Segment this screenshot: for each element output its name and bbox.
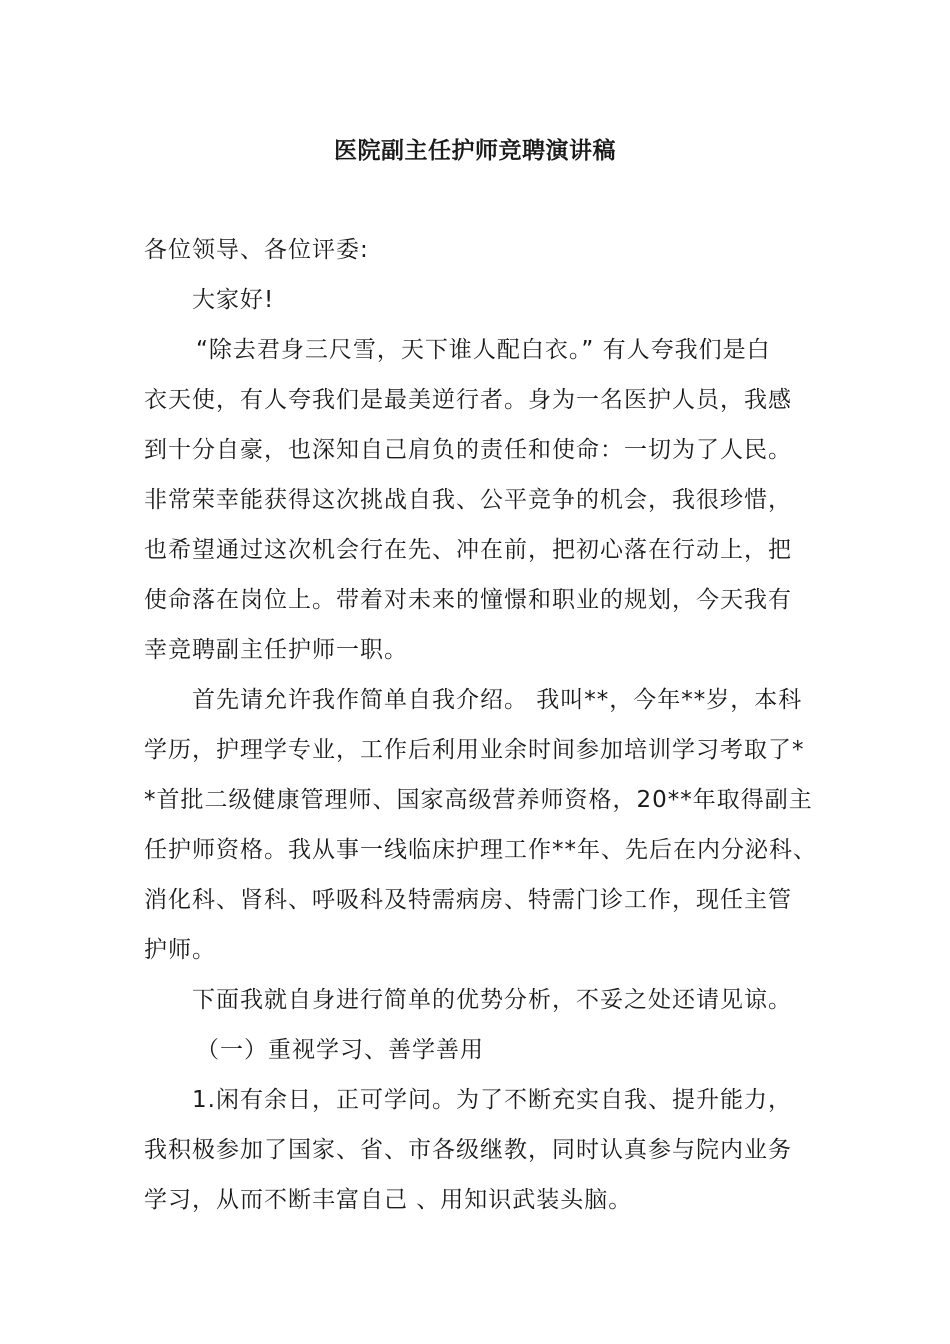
paragraph-line: 我积极参加了国家、省、市各级继教，同时认真参与院内业务 <box>144 1137 792 1163</box>
paragraph-line: 也希望通过这次机会行在先、冲在前，把初心落在行动上，把 <box>144 537 792 563</box>
document-title: 医院副主任护师竞聘演讲稿 <box>334 138 616 164</box>
salutation-line: 各位领导、各位评委: <box>144 237 369 263</box>
paragraph-line: 幸竞聘副主任护师一职。 <box>144 637 408 663</box>
greeting-line: 大家好! <box>192 287 275 313</box>
paragraph-line: 护师。 <box>144 937 216 963</box>
paragraph-line: 1.闲有余日，正可学问。为了不断充实自我、提升能力， <box>192 1087 792 1113</box>
paragraph-line: 衣天使，有人夸我们是最美逆行者。身为一名医护人员，我感 <box>144 387 792 413</box>
paragraph-line: 到十分自豪，也深知自己肩负的责任和使命：一切为了人民。 <box>144 437 792 463</box>
paragraph-line: 学历，护理学专业，工作后利用业余时间参加培训学习考取了* <box>144 737 805 763</box>
paragraph-line: 任护师资格。我从事一线临床护理工作**年、先后在内分泌科、 <box>144 837 817 863</box>
paragraph-line: *首批二级健康管理师、国家高级营养师资格，20**年取得副主 <box>144 787 813 813</box>
section-heading: （一）重视学习、善学善用 <box>196 1037 484 1063</box>
paragraph-line: “除去君身三尺雪，天下谁人配白衣。” 有人夸我们是白 <box>196 337 771 363</box>
paragraph-line: 首先请允许我作简单自我介绍。 我叫**，今年**岁，本科 <box>192 687 803 713</box>
paragraph-line: 使命落在岗位上。带着对未来的憧憬和职业的规划，今天我有 <box>144 587 792 613</box>
paragraph-line: 消化科、肾科、呼吸科及特需病房、特需门诊工作，现任主管 <box>144 887 792 913</box>
paragraph-line: 下面我就自身进行简单的优势分析，不妥之处还请见谅。 <box>192 987 792 1013</box>
paragraph-line: 非常荣幸能获得这次挑战自我、公平竞争的机会，我很珍惜， <box>144 487 792 513</box>
paragraph-line: 学习，从而不断丰富自己 、用知识武装头脑。 <box>144 1187 633 1213</box>
